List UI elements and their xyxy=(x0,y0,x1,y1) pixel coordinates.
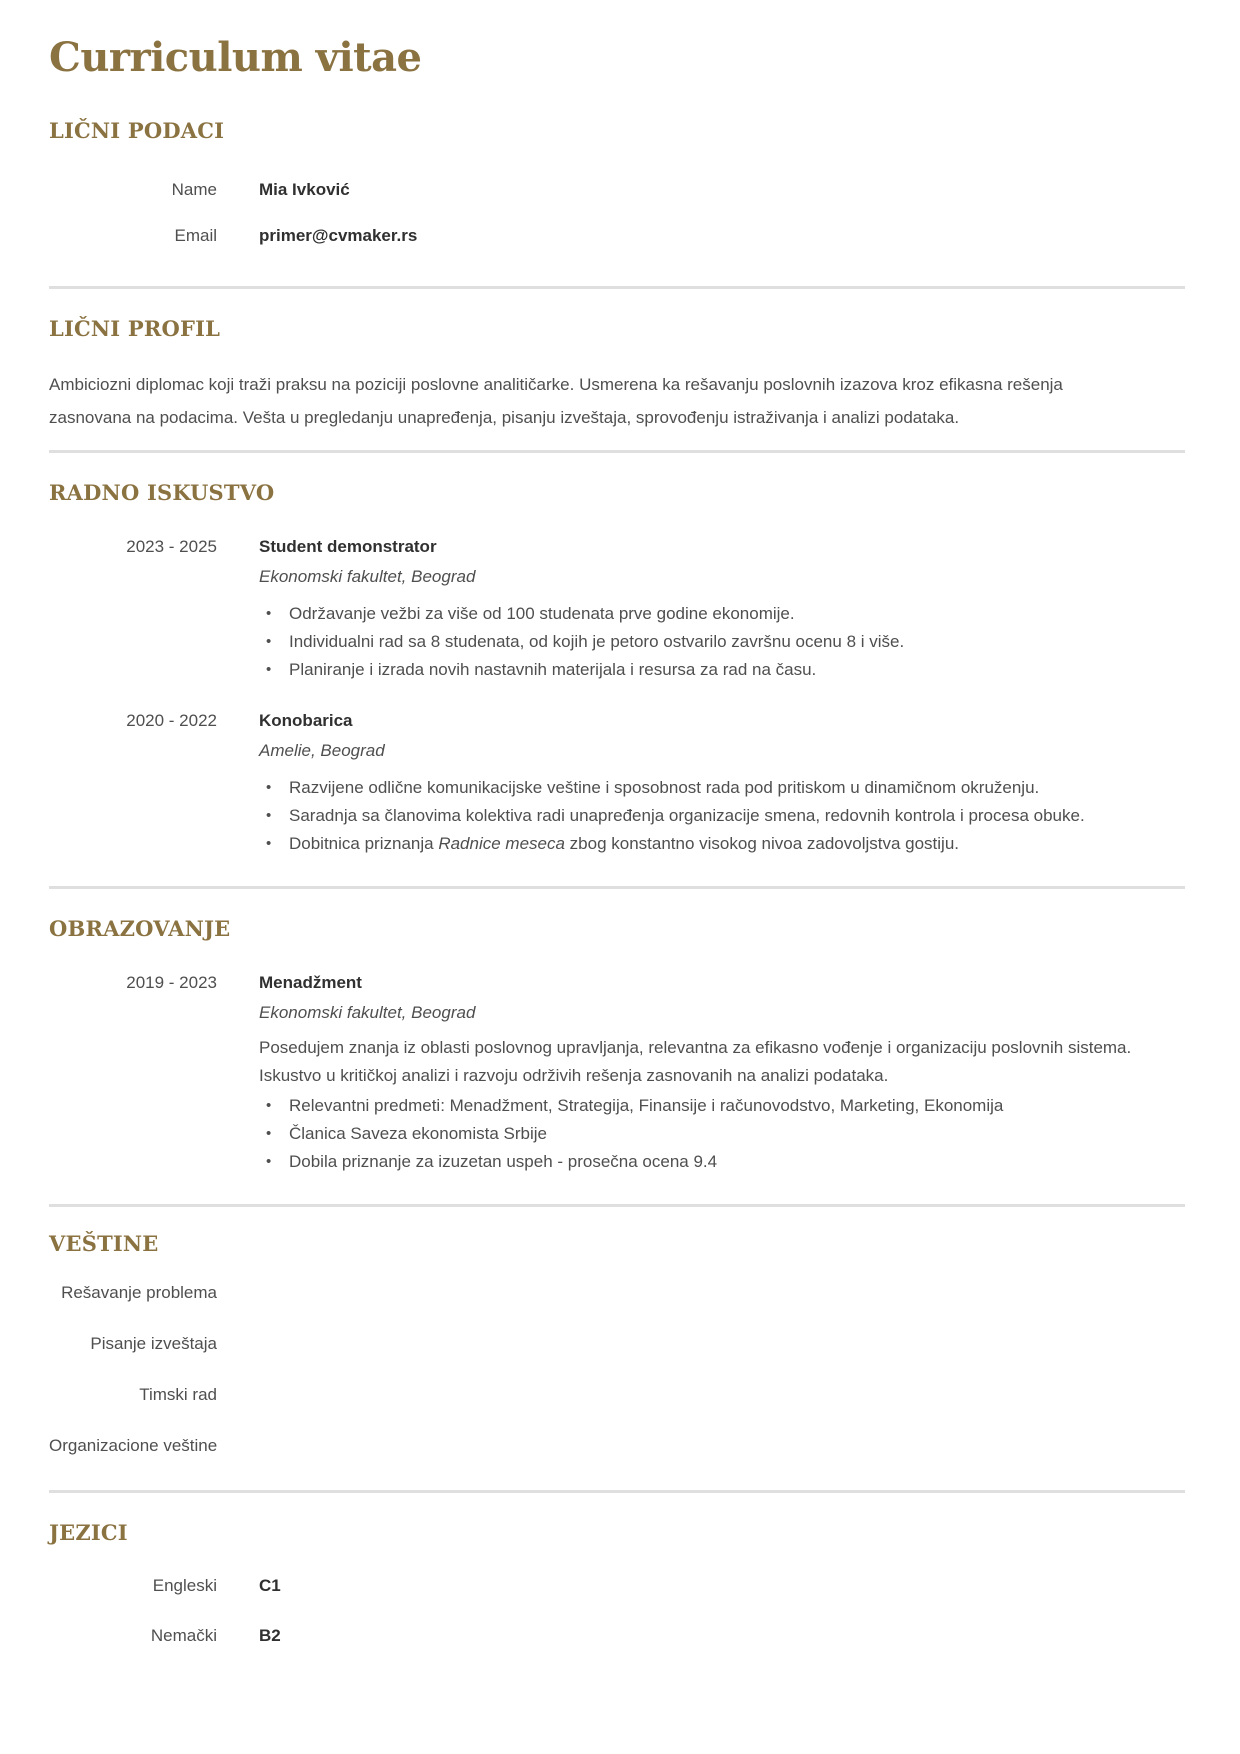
personal-rows xyxy=(49,180,1185,246)
bullet-item xyxy=(259,600,1185,628)
entry-bullet-list xyxy=(259,774,1185,858)
section-divider xyxy=(49,286,1185,289)
email-label: Email xyxy=(174,226,217,245)
section-profile xyxy=(49,316,1185,434)
entry-body xyxy=(259,710,1185,858)
section-skills xyxy=(49,1231,1185,1456)
bullet-text: Razvijene odlične komunikacijske veštine i sposobnost rada pod pritiskom u dinamičnom okruženju. xyxy=(289,778,1040,797)
bullet-text: Saradnja sa članovima kolektiva radi unapređenja organizacije smena, redovnih kontrola i procesa obuke. xyxy=(289,806,1085,825)
entry-job-title: Konobarica xyxy=(259,711,353,730)
section-heading-profile: LIČNI PROFIL xyxy=(49,316,221,341)
bullet-text: Dobitnica priznanja xyxy=(289,834,439,853)
entry-organization: Ekonomski fakultet, Beograd xyxy=(259,567,476,586)
section-heading-languages: JEZICI xyxy=(49,1520,128,1545)
language-level: B2 xyxy=(259,1626,281,1645)
bullet-item xyxy=(259,774,1185,802)
entry-bullet-list xyxy=(259,600,1185,684)
name-value: Mia Ivković xyxy=(259,180,350,199)
section-education xyxy=(49,916,1185,1176)
section-divider xyxy=(49,1204,1185,1207)
skill-item: Organizacione veštine xyxy=(49,1436,218,1455)
entry-organization: Amelie, Beograd xyxy=(259,741,385,760)
bullet-item xyxy=(259,1092,1185,1120)
experience-entry xyxy=(49,536,1185,684)
bullet-text: Dobila priznanje za izuzetan uspeh - prosečna ocena 9.4 xyxy=(289,1152,718,1171)
bullet-text-italic: Radnice meseca xyxy=(438,834,565,853)
bullet-text: zbog konstantno visokog nivoa zadovoljstva gostiju. xyxy=(564,834,960,853)
personal-row-name xyxy=(49,180,1185,200)
language-label: Nemački xyxy=(150,1626,217,1645)
language-rows xyxy=(49,1576,1185,1646)
skills-list xyxy=(49,1283,1185,1456)
bullet-text: Relevantni predmeti: Menadžment, Strategija, Finansije i računovodstvo, Marketing, Ekonomija xyxy=(289,1096,1004,1115)
entry-organization: Ekonomski fakultet, Beograd xyxy=(259,1003,476,1022)
section-heading-experience: RADNO ISKUSTVO xyxy=(49,480,275,505)
entry-job-title: Student demonstrator xyxy=(259,537,437,556)
language-row xyxy=(49,1576,1185,1596)
section-heading-skills: VEŠTINE xyxy=(49,1231,159,1256)
entry-period: 2019 - 2023 xyxy=(126,973,217,992)
education-description: Posedujem znanja iz oblasti poslovnog upravljanja, relevantna za efikasno vođenje i organizaciju poslovnih sistema. Iskustvo u kritičkoj analizi i razvoju održivih rešenja zasnovanih na analizi podataka. xyxy=(259,1038,1132,1085)
personal-row-email xyxy=(49,226,1185,246)
section-personal xyxy=(49,118,1185,246)
bullet-item xyxy=(259,1120,1185,1148)
entry-bullet-list xyxy=(259,1092,1185,1176)
bullet-item xyxy=(259,656,1185,684)
section-languages xyxy=(49,1520,1185,1646)
section-experience xyxy=(49,480,1185,858)
language-row xyxy=(49,1626,1185,1646)
entry-degree-title: Menadžment xyxy=(259,973,362,992)
section-heading-education: OBRAZOVANJE xyxy=(49,916,231,941)
bullet-text: Članica Saveza ekonomista Srbije xyxy=(289,1124,547,1143)
skill-item: Timski rad xyxy=(139,1385,217,1404)
experience-entry xyxy=(49,710,1185,858)
bullet-text: Održavanje vežbi za više od 100 studenata prve godine ekonomije. xyxy=(289,604,795,623)
email-value: primer@cvmaker.rs xyxy=(259,226,418,245)
skill-item: Pisanje izveštaja xyxy=(90,1334,217,1353)
language-label: Engleski xyxy=(152,1576,217,1595)
bullet-text: Planiranje i izrada novih nastavnih materijala i resursa za rad na času. xyxy=(289,660,817,679)
entry-period: 2023 - 2025 xyxy=(126,537,217,556)
bullet-item xyxy=(259,628,1185,656)
bullet-item xyxy=(259,802,1185,830)
experience-entries xyxy=(49,536,1185,858)
profile-text: Ambiciozni diplomac koji traži praksu na poziciji poslovne analitičarke. Usmerena ka rešavanju poslovnih izazova kroz efikasna rešenja zasnovana na podacima. Vešta u pregledanju unapređenja, pisanju izveštaja, sprovođenju istraživanja i analizi podataka. xyxy=(49,375,1063,427)
education-entries xyxy=(49,972,1185,1176)
section-heading-personal: LIČNI PODACI xyxy=(49,118,225,143)
section-divider xyxy=(49,450,1185,453)
entry-body xyxy=(259,972,1185,1176)
bullet-item xyxy=(259,1148,1185,1176)
language-level: C1 xyxy=(259,1576,281,1595)
bullet-text: Individualni rad sa 8 studenata, od kojih je petoro ostvarilo završnu ocenu 8 i više. xyxy=(289,632,905,651)
section-divider xyxy=(49,886,1185,889)
entry-body xyxy=(259,536,1185,684)
skill-item: Rešavanje problema xyxy=(61,1283,217,1302)
name-label: Name xyxy=(171,180,217,199)
education-entry xyxy=(49,972,1185,1176)
section-divider xyxy=(49,1490,1185,1493)
page-title: Curriculum vitae xyxy=(49,34,422,81)
entry-period: 2020 - 2022 xyxy=(126,711,217,730)
bullet-item xyxy=(259,830,1185,858)
